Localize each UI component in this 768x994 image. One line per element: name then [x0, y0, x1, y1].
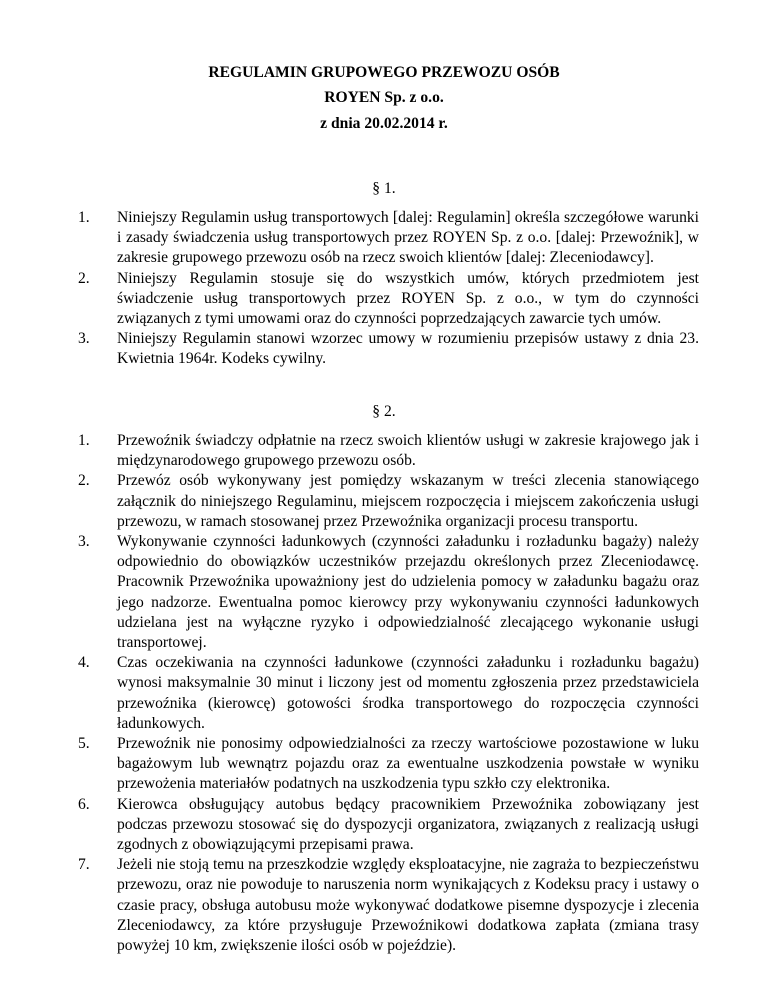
item-number: 4. — [78, 654, 90, 672]
company-name: ROYEN Sp. z o.o. — [324, 89, 444, 106]
item-number: 2. — [78, 472, 90, 490]
item-number: 3. — [78, 533, 90, 551]
document-title: REGULAMIN GRUPOWEGO PRZEWOZU OSÓB — [208, 64, 560, 81]
item-number: 7. — [78, 856, 90, 874]
item-text: Niniejszy Regulamin usług transportowych [dalej: Regulamin] określa szczegółowe warunki i zasady świadczenia usług transportowych przez ROYEN Sp. z o.o. [dalej: Przewoźnik], w zakresie grupowego przewozu osób na rzecz swoich klientów [dalej: Zleceniodawcy]. — [117, 209, 699, 267]
item-number: 1. — [78, 209, 90, 226]
item-text: Czas oczekiwania na czynności ładunkowe (czynności załadunku i rozładunku bagażu) wynosi maksymalnie 30 minut i liczony jest od momentu zgłoszenia przez przedstawiciela przewoźnika (kierowcę) gotowości środka transportowego do rozpoczęcia czynności ładunkowych. — [117, 654, 699, 732]
item-number: 2. — [78, 269, 90, 287]
section-1-heading: § 1. — [372, 180, 396, 197]
document-date: z dnia 20.02.2014 r. — [320, 115, 448, 132]
list-item — [78, 329, 699, 369]
item-text: Jeżeli nie stoją temu na przeszkodzie względy eksploatacyjne, nie zagraża to bezpieczeństwu przewozu, oraz nie powoduje to naruszenia norm wynikających z Kodeksu pracy i ustawy o czasie pracy, obsługa autobusu może wykonywać dodatkowe pisemne dyspozycje i zlecenia Zleceniodawcy, za które przysługuje Przewoźnikowi dodatkowa zapłata (zmiana trasy powyżej 10 km, zwiększenie ilości osób w pojeździe). — [117, 856, 699, 955]
item-number: 3. — [78, 330, 90, 348]
list-item — [78, 795, 699, 856]
list-item — [78, 734, 699, 795]
list-item — [78, 269, 699, 330]
item-text: Przewóz osób wykonywany jest pomiędzy wskazanym w treści zlecenia stanowiącego załącznik do niniejszego Regulaminu, miejscem rozpoczęcia i miejscem zakończenia usługi przewozu, w ramach stosowanej przez Przewoźnika organizacji procesu transportu. — [117, 472, 699, 530]
section-2-list — [78, 431, 699, 956]
list-item — [78, 208, 699, 269]
item-text: Wykonywanie czynności ładunkowych (czynności załadunku i rozładunku bagaży) należy odpowiednio do obowiązków uczestników przejazdu określonych przez Zleceniodawcę. Pracownik Przewoźnika upoważniony jest do udzielenia pomocy w załadunku bagażu oraz jego nadzorze. Ewentualna pomoc kierowcy przy wykonywaniu czynności ładunkowych udzielana jest na wyłączne ryzyko i odpowiedzialność zlecającego wykonanie usługi transportowej. — [117, 533, 699, 652]
item-text: Kierowca obsługujący autobus będący pracownikiem Przewoźnika zobowiązany jest podczas przewozu stosować się do dyspozycji organizatora, związanych z realizacją usługi zgodnych z obowiązującymi przepisami prawa. — [117, 795, 699, 854]
list-item — [78, 855, 699, 956]
item-number: 1. — [78, 432, 90, 449]
item-text: Przewoźnik nie ponosimy odpowiedzialności za rzeczy wartościowe pozostawione w luku bagażowym lub wewnątrz pojazdu oraz za ewentualne uszkodzenia powstałe w wyniku przewożenia materiałów podatnych na uszkodzenia typu szkło czy elektronika. — [117, 735, 699, 793]
item-text: Niniejszy Regulamin stosuje się do wszystkich umów, których przedmiotem jest świadczenie usług transportowych przez ROYEN Sp. z o.o., w tym do czynności związanych z tymi umowami oraz do czynności poprzedzających zawarcie tych umów. — [117, 269, 699, 328]
item-text: Przewoźnik świadczy odpłatnie na rzecz swoich klientów usługi w zakresie krajowego jak i międzynarodowego grupowego przewozu osób. — [117, 432, 699, 470]
list-item — [78, 653, 699, 734]
list-item — [78, 431, 699, 471]
list-item — [78, 532, 699, 653]
section-2-heading: § 2. — [372, 403, 396, 420]
item-number: 6. — [78, 795, 90, 813]
list-item — [78, 471, 699, 532]
section-1-list — [78, 208, 699, 370]
item-number: 5. — [78, 735, 90, 753]
item-text: Niniejszy Regulamin stanowi wzorzec umowy w rozumieniu przepisów ustawy z dnia 23. Kwietnia 1964r. Kodeks cywilny. — [117, 330, 699, 368]
